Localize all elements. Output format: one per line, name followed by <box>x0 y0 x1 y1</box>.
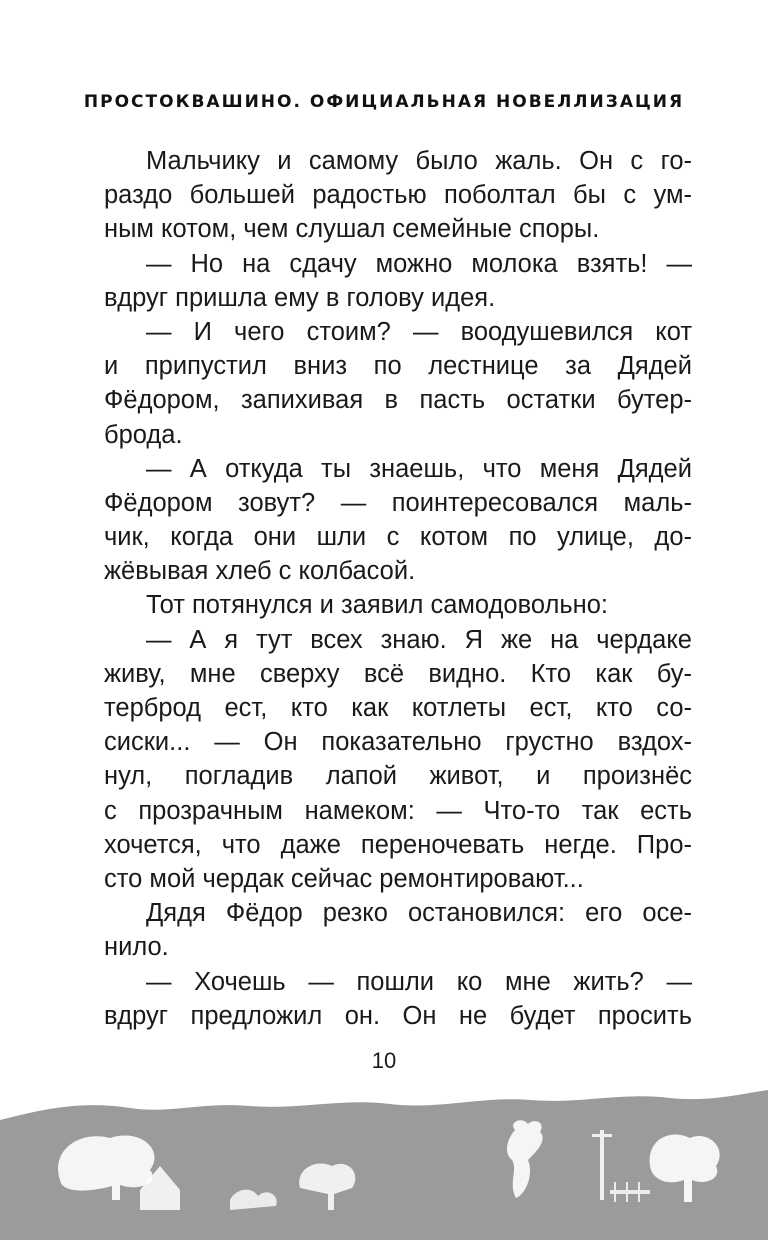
text-line: и припустил вниз по лестнице за Дядей <box>104 352 692 381</box>
running-header: ПРОСТОКВАШИНО. ОФИЦИАЛЬНАЯ НОВЕЛЛИЗАЦИЯ <box>83 92 685 112</box>
text-line: — Хочешь — пошли ко мне жить? — <box>146 967 692 996</box>
body-text <box>104 144 692 1033</box>
text-line: жёвывая хлеб с колбасой. <box>104 557 416 586</box>
text-line: сиски... — Он показательно грустно вздох- <box>104 728 692 757</box>
text-line: Фёдором зовут? — поинтересовался маль- <box>104 488 692 517</box>
text-line: чик, когда они шли с котом по улице, до- <box>104 523 692 552</box>
text-line: раздо большей радостью поболтал бы с ум- <box>104 181 692 210</box>
text-line: вдруг предложил он. Он не будет просить <box>104 1001 692 1030</box>
text-line: хочется, что даже переночевать негде. Про- <box>104 830 692 859</box>
text-line: Дядя Фёдор резко остановился: его осе- <box>146 899 692 928</box>
text-line: ным котом, чем слушал семейные споры. <box>104 215 600 244</box>
text-line: Тот потянулся и заявил самодовольно: <box>146 591 608 620</box>
text-line: — А откуда ты знаешь, что меня Дядей <box>146 454 692 483</box>
text-line: — А я тут всех знаю. Я же на чердаке <box>146 625 692 654</box>
text-line: сто мой чердак сейчас ремонтировают... <box>104 864 584 893</box>
text-line: — Но на сдачу можно молока взять! — <box>146 249 692 278</box>
text-line: живу, мне сверху всё видно. Кто как бу- <box>104 659 692 688</box>
text-line: с прозрачным намеком: — Что-то так есть <box>104 796 692 825</box>
text-line: нило. <box>104 933 169 962</box>
text-line: терброд ест, кто как котлеты ест, кто со- <box>104 694 692 722</box>
text-line: вдруг пришла ему в голову идея. <box>104 283 496 312</box>
text-line: Фёдором, запихивая в пасть остатки бутер- <box>104 386 692 415</box>
text-line: Мальчику и самому было жаль. Он с го- <box>146 147 692 175</box>
village-silhouette-illustration <box>0 1070 768 1240</box>
text-line: — И чего стоим? — воодушевился кот <box>146 317 692 346</box>
text-line: брода. <box>104 420 183 449</box>
page-number: 10 <box>371 1048 397 1073</box>
text-line: нул, погладив лапой живот, и произнёс <box>104 762 692 791</box>
